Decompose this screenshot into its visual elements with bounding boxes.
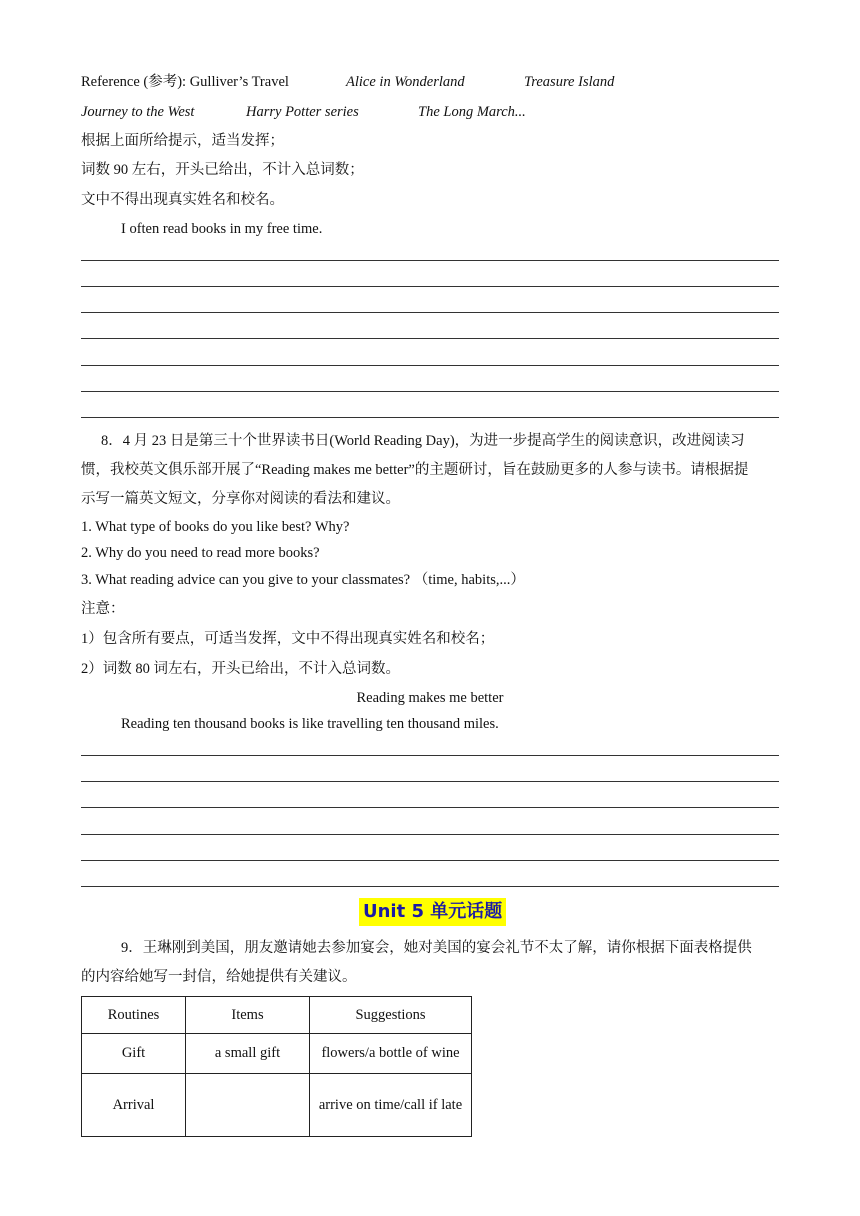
- q8-note: 2）词数 80 词左右，开头已给出，不计入总词数。: [81, 661, 400, 677]
- writing-line: [81, 834, 779, 835]
- table-cell: arrive on time/call if late: [310, 1074, 472, 1137]
- q8-point: 3. What reading advice can you give to your classmates? （time, habits,...）: [81, 572, 525, 588]
- table-cell: Arrival: [82, 1074, 186, 1137]
- reference-label: Reference (参考): Gulliver’s Travel: [81, 74, 289, 90]
- book-title: The Long March...: [418, 104, 526, 120]
- table-cell: a small gift: [186, 1034, 310, 1074]
- q7-note: 根据上面所给提示，适当发挥；: [81, 133, 284, 149]
- table-row: [82, 1034, 472, 1074]
- q8-point: 2. Why do you need to read more books?: [81, 545, 320, 561]
- q7-opening-sentence: I often read books in my free time.: [121, 221, 323, 237]
- writing-line: [81, 365, 779, 366]
- writing-line: [81, 755, 779, 756]
- unit-5-heading: Unit 5 单元话题: [359, 898, 506, 926]
- q8-essay-title: Reading makes me better: [356, 690, 504, 706]
- q8-opening-sentence: Reading ten thousand books is like travelling ten thousand miles.: [121, 716, 499, 732]
- q8-prompt: 示写一篇英文短文，分享你对阅读的看法和建议。: [81, 491, 400, 507]
- book-title: Journey to the West: [81, 104, 195, 120]
- q8-prompt: 惯，我校英文俱乐部开展了“Reading makes me better”的主题研讨，旨在鼓励更多的人参与读书。请根据提: [81, 462, 749, 478]
- table-header-cell: Items: [186, 997, 310, 1034]
- book-title: Harry Potter series: [246, 104, 359, 120]
- writing-line: [81, 391, 779, 392]
- etiquette-table: [81, 996, 472, 1137]
- q8-prompt: 8．4 月 23 日是第三十个世界读书日(World Reading Day)，为进一步提高学生的阅读意识，改进阅读习: [101, 433, 745, 449]
- table-header-cell: Routines: [82, 997, 186, 1034]
- q7-note: 词数 90 左右，开头已给出，不计入总词数；: [81, 162, 364, 178]
- table-header-cell: Suggestions: [310, 997, 472, 1034]
- table-row: [82, 1074, 472, 1137]
- reference-row-2: [81, 102, 779, 122]
- q9-prompt: 9．王琳刚到美国，朋友邀请她去参加宴会，她对美国的宴会礼节不太了解，请你根据下面表格提供: [121, 940, 752, 956]
- table-cell: flowers/a bottle of wine: [310, 1034, 472, 1074]
- writing-line: [81, 417, 779, 418]
- reference-row-1: [81, 72, 779, 92]
- writing-line: [81, 338, 779, 339]
- q7-note: 文中不得出现真实姓名和校名。: [81, 192, 284, 208]
- writing-line: [81, 807, 779, 808]
- writing-line: [81, 286, 779, 287]
- q9-prompt: 的内容给她写一封信，给她提供有关建议。: [81, 969, 357, 985]
- table-header-row: [82, 997, 472, 1034]
- writing-line: [81, 860, 779, 861]
- q8-point: 1. What type of books do you like best? Why?: [81, 519, 350, 535]
- q8-note: 1）包含所有要点，可适当发挥，文中不得出现真实姓名和校名；: [81, 631, 495, 647]
- writing-line: [81, 260, 779, 261]
- table-cell: [186, 1074, 310, 1137]
- writing-line: [81, 781, 779, 782]
- q8-note-label: 注意：: [81, 601, 125, 617]
- book-title: Treasure Island: [524, 74, 615, 90]
- table-cell: Gift: [82, 1034, 186, 1074]
- writing-line: [81, 886, 779, 887]
- writing-line: [81, 312, 779, 313]
- book-title: Alice in Wonderland: [346, 74, 465, 90]
